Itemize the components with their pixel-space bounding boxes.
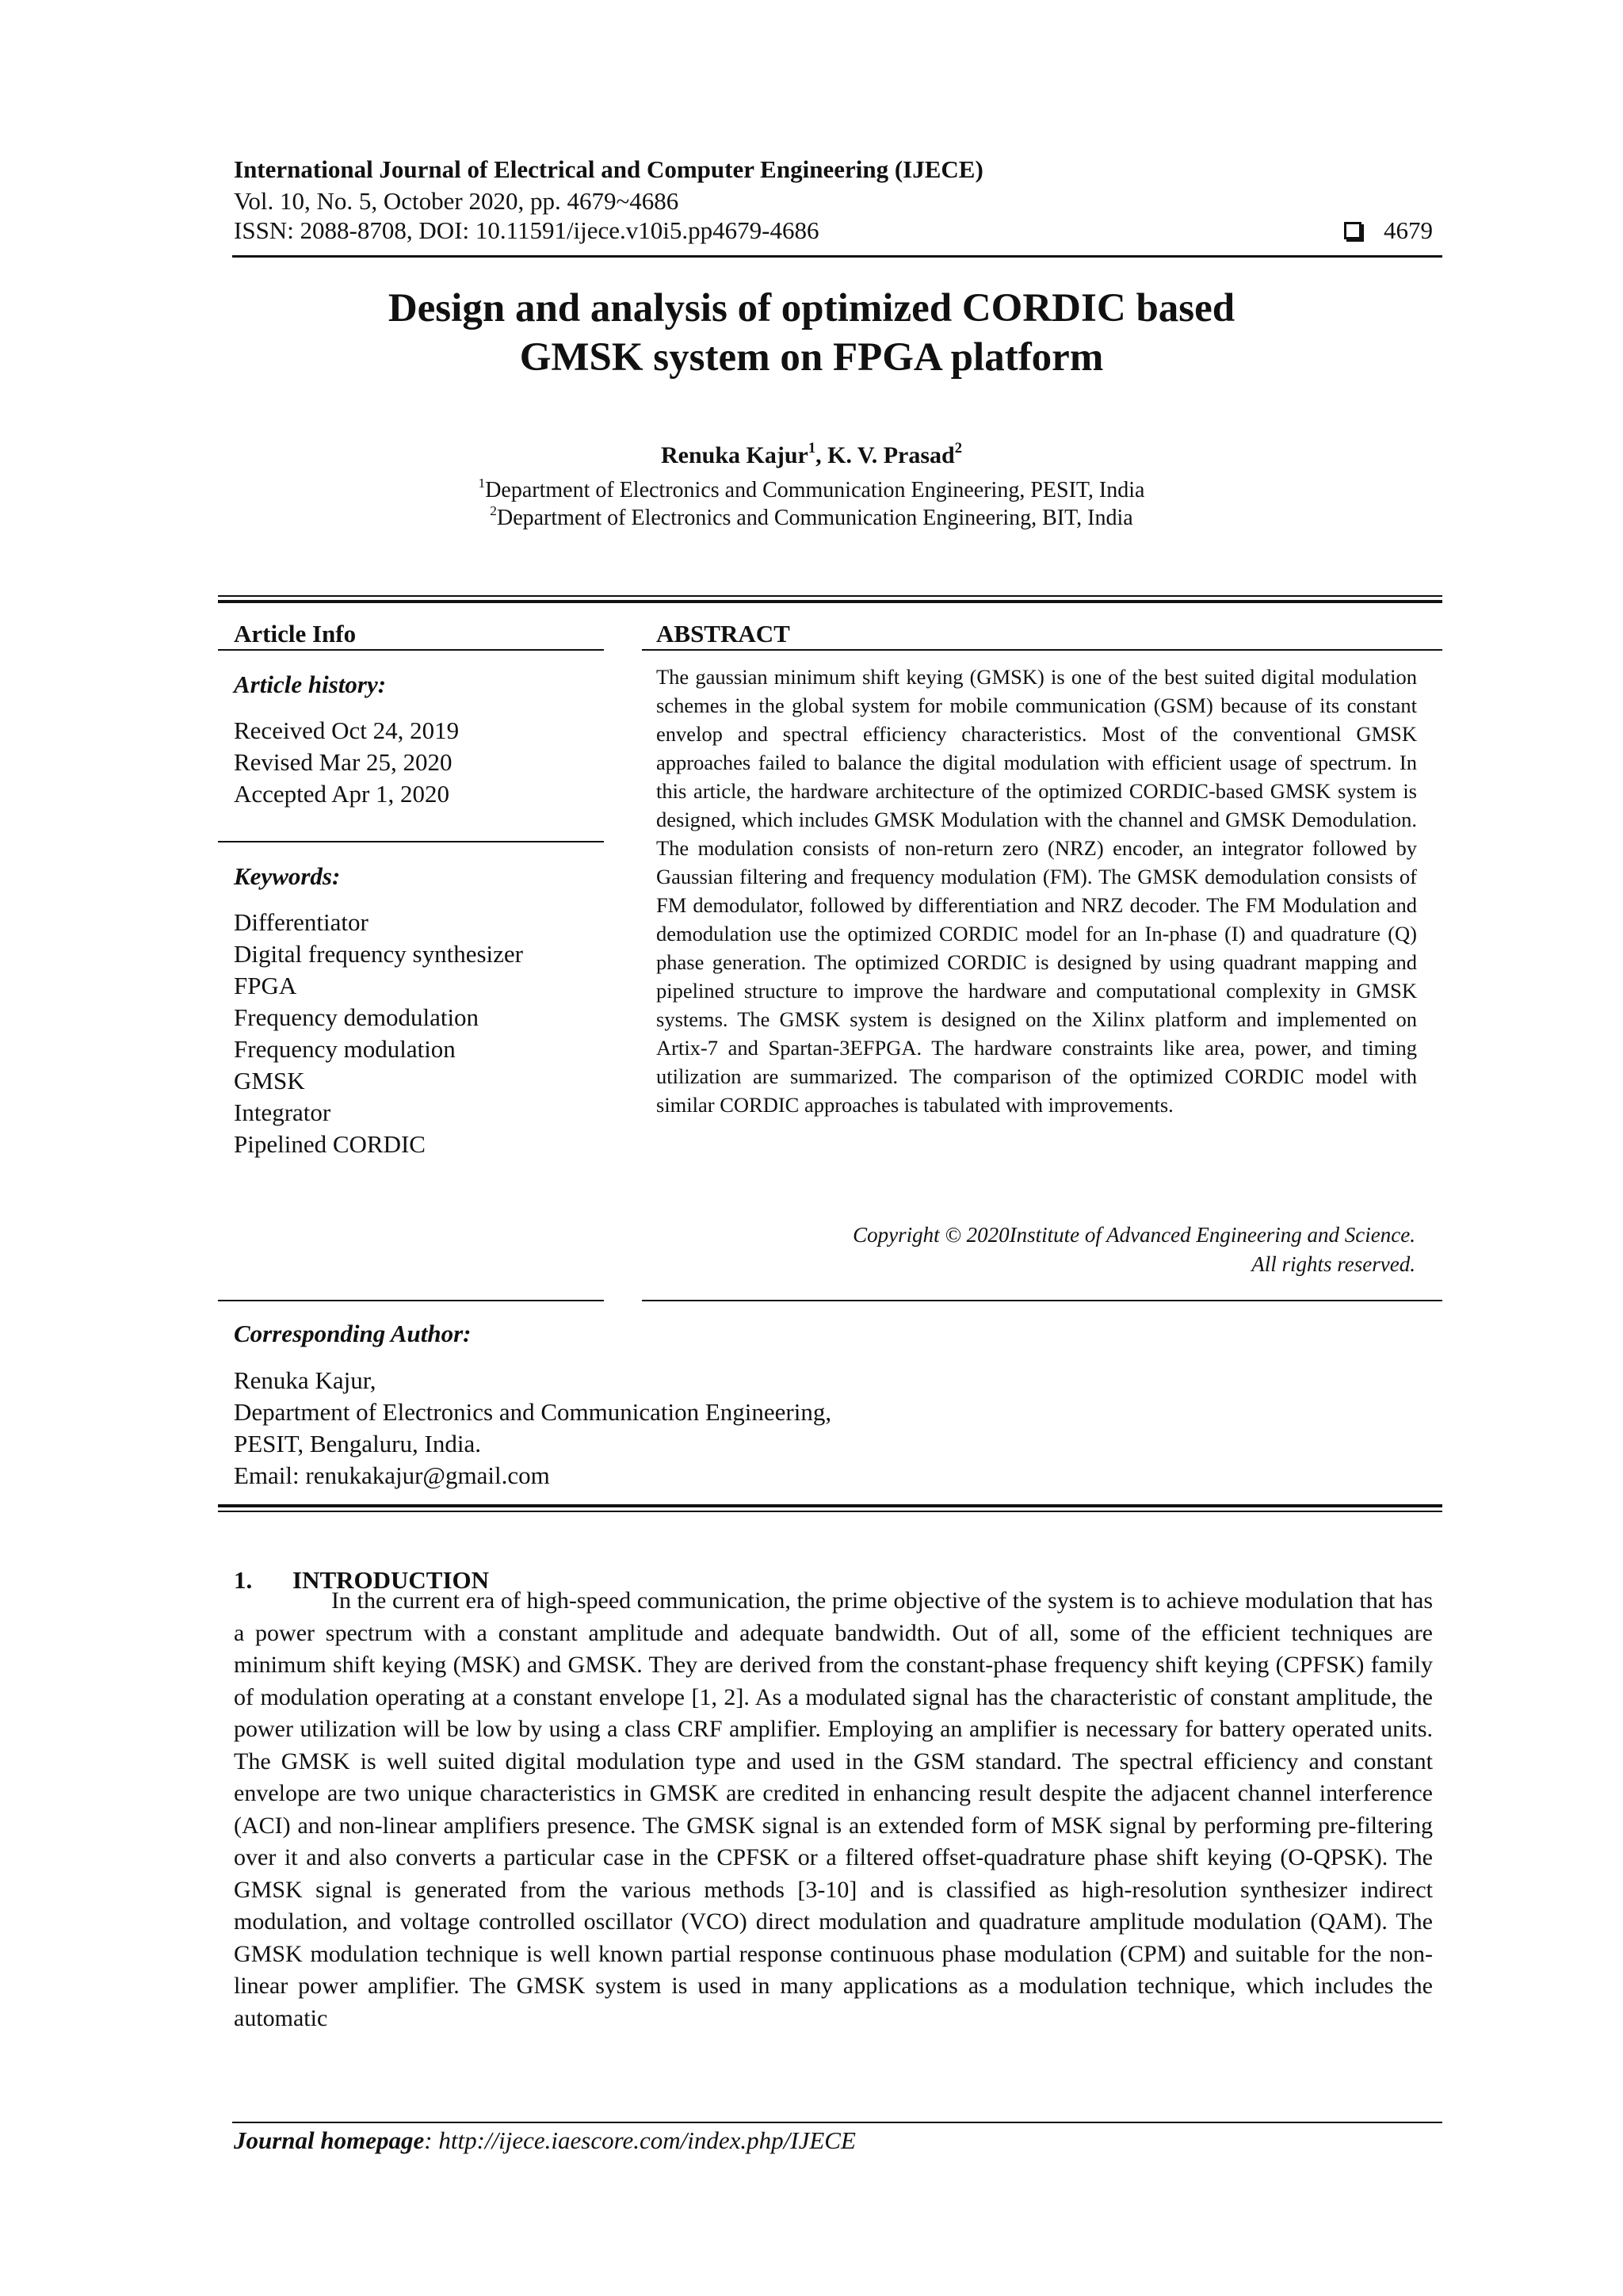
homepage-label: Journal homepage	[234, 2126, 425, 2154]
affiliation	[158, 502, 1465, 531]
section-heading: INTRODUCTION	[292, 1566, 490, 1594]
author-name: K. V. Prasad	[827, 442, 955, 468]
keyword: Frequency demodulation	[234, 1003, 479, 1031]
paper-title	[158, 284, 1465, 382]
keywords-rule	[218, 841, 604, 842]
keyword: FPGA	[234, 972, 297, 999]
keyword: Digital frequency synthesizer	[234, 940, 523, 968]
title-line-2: GMSK system on FPGA platform	[519, 335, 1104, 380]
info-box-bottom-rule	[218, 1511, 1442, 1512]
accepted-date: Accepted Apr 1, 2020	[234, 780, 450, 808]
introduction-paragraph: In the current era of high-speed communication, the prime objective of the system is to achieve modulation that has a power spectrum with a constant amplitude and adequate bandwidth. Out of all, some of the efficient techniques are minimum shift keying (MSK) and GMSK. They are derived from the constant-phase frequency shift keying (CPFSK) family of modulation operating at a constant envelope [1, 2]. As a modulated signal has the characteristic of constant amplitude, the power utilization will be low by using a class CRF amplifier. Employing an amplifier is necessary for battery operated units. The GMSK is well suited digital modulation type and used in the GSM standard. The spectral efficiency and constant envelope are two unique characteristics in GMSK are credited in enhancing result despite the adjacent channel interference (ACI) and non-linear amplifiers presence. The GMSK signal is an extended form of MSK signal by performing pre-filtering over it and also converts a particular case in the CPFSK or a filtered offset-quadrature phase shift keying (O-QPSK). The GMSK signal is generated from the various methods [3-10] and is classified as high-resolution synthesizer indirect modulation, and voltage controlled oscillator (VCO) direct modulation and quadrature amplitude modulation (QAM). The GMSK modulation technique is well known partial response continuous phase modulation (CPM) and suitable for the non-linear power amplifier. The GMSK system is used in many applications as a modulation technique, which includes the automatic	[234, 1587, 1433, 2031]
abstract-text: The gaussian minimum shift keying (GMSK) is one of the best suited digital modulation schemes in the global system for mobile communication (GSM) because of its constant envelop and spectral efficiency characteristics. Most of the conventional GMSK approaches failed to balance the digital modulation with efficient usage of spectrum. In this article, the hardware architecture of the optimized CORDIC-based GMSK system is designed, which includes GMSK Modulation with the channel and GMSK Demodulation. The modulation consists of non-return zero (NRZ) encoder, an integrator followed by Gaussian filtering and frequency modulation (FM). The GMSK demodulation consists of FM demodulator, followed by differentiation and NRZ decoder. The FM Modulation and demodulation use the optimized CORDIC model for an In-phase (I) and quadrature (Q) phase generation. The optimized CORDIC is designed by using quadrant mapping and pipelined structure to improve the hardware and computational complexity in GMSK systems. The GMSK system is designed on the Xilinx platform and implemented on Artix-7 and Spartan-3EFPGA. The hardware constraints like area, power, and timing utilization are summarized. The comparison of the optimized CORDIC model with similar CORDIC approaches is tabulated with improvements.	[656, 665, 1417, 1117]
affiliation	[158, 475, 1465, 503]
corresponding-name: Renuka Kajur,	[234, 1366, 376, 1394]
title-line-1: Design and analysis of optimized CORDIC based	[388, 286, 1235, 330]
rights-line: All rights reserved.	[1251, 1252, 1415, 1276]
page-number-group	[1344, 216, 1433, 245]
homepage-url: : http://ijece.iaescore.com/index.php/IJECE	[424, 2126, 856, 2154]
revised-date: Revised Mar 25, 2020	[234, 748, 453, 776]
copyright-notice	[853, 1221, 1415, 1279]
author-affil-mark: 2	[954, 439, 963, 457]
journal-homepage	[234, 2126, 856, 2155]
keyword: Integrator	[234, 1098, 331, 1126]
article-info-rule	[218, 649, 604, 651]
corresponding-email: Email: renukakajur@gmail.com	[234, 1461, 550, 1489]
affiliation-text: Department of Electronics and Communication Engineering, PESIT, India	[485, 478, 1145, 502]
square-bullet-icon	[1344, 222, 1361, 239]
abstract-rule	[642, 649, 1442, 651]
abstract-bottom-rule	[642, 1300, 1442, 1301]
info-box-top-rule	[218, 595, 1442, 597]
keyword: Pipelined CORDIC	[234, 1130, 426, 1158]
copyright-line: Copyright © 2020Institute of Advanced Engineering and Science.	[853, 1223, 1415, 1247]
affiliation-mark: 1	[478, 475, 486, 491]
article-history	[234, 715, 459, 810]
author-separator: ,	[815, 442, 828, 468]
header-rule	[232, 255, 1442, 258]
section-number: 1.	[234, 1566, 253, 1594]
corresponding-author-heading: Corresponding Author:	[234, 1320, 472, 1347]
article-info-bottom-rule	[218, 1300, 604, 1301]
issn-doi: ISSN: 2088-8708, DOI: 10.11591/ijece.v10i5.pp4679-4686	[234, 216, 819, 244]
abstract-heading: ABSTRACT	[656, 620, 790, 648]
article-info-heading: Article Info	[234, 620, 357, 648]
journal-name: International Journal of Electrical and Computer Engineering (IJECE)	[234, 155, 983, 183]
corresponding-author-details	[234, 1365, 831, 1492]
received-date: Received Oct 24, 2019	[234, 716, 460, 744]
author-list	[158, 439, 1465, 469]
info-box-top-rule-thick	[218, 600, 1442, 603]
keywords-heading: Keywords:	[234, 862, 341, 890]
article-history-heading: Article history:	[234, 670, 387, 698]
corresponding-dept: Department of Electronics and Communication Engineering,	[234, 1398, 832, 1426]
keyword-list	[234, 907, 523, 1160]
author-affil-mark: 1	[808, 439, 816, 457]
volume-info: Vol. 10, No. 5, October 2020, pp. 4679~4686	[234, 187, 679, 215]
affiliation-mark: 2	[490, 502, 497, 518]
affiliation-text: Department of Electronics and Communication Engineering, BIT, India	[496, 506, 1133, 530]
info-box-bottom-rule-thick	[218, 1504, 1442, 1507]
keyword: GMSK	[234, 1067, 305, 1095]
page-number: 4679	[1384, 216, 1433, 244]
introduction-body	[234, 1585, 1433, 2034]
author-name: Renuka Kajur	[660, 442, 808, 468]
corresponding-place: PESIT, Bengaluru, India.	[234, 1430, 481, 1457]
footer-rule	[232, 2122, 1442, 2123]
keyword: Frequency modulation	[234, 1035, 456, 1063]
keyword: Differentiator	[234, 908, 369, 936]
